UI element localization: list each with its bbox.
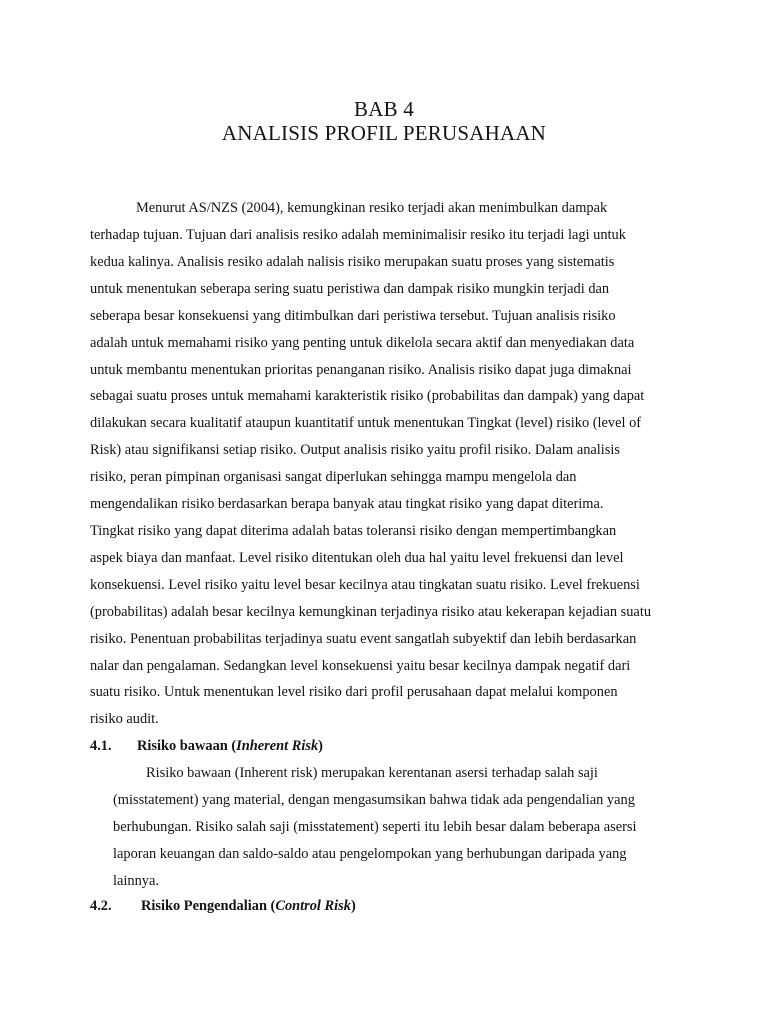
paragraph-line: Menurut AS/NZS (2004), kemungkinan resiko terjadi akan menimbulkan dampak — [136, 200, 608, 216]
paragraph-line: Risiko bawaan (Inherent risk) merupakan kerentanan asersi terhadap salah saji — [146, 765, 598, 781]
paragraph-line: Risk) atau signifikansi setiap risiko. Output analisis risiko yaitu profil risiko. Dalam analisis — [90, 442, 620, 458]
section-title: Risiko Pengendalian (Control Risk) — [141, 898, 356, 914]
paragraph-line: risiko. Penentuan probabilitas terjadinya suatu event sangatlah subyektif dan lebih berdasarkan — [90, 631, 637, 647]
paragraph-line: adalah untuk memahami risiko yang penting untuk dikelola secara aktif dan menyediakan data — [90, 335, 635, 351]
paragraph-line: risiko, peran pimpinan organisasi sangat diperlukan sehingga mampu mengelola dan — [90, 469, 577, 485]
paragraph-line: risiko audit. — [90, 711, 159, 727]
paragraph-line: seberapa besar konsekuensi yang ditimbulkan dari peristiwa tersebut. Tujuan analisis risiko — [90, 308, 616, 324]
paragraph-line: nalar dan pengalaman. Sedangkan level konsekuensi yaitu besar kecilnya dampak negatif dari — [90, 658, 631, 674]
paragraph-line: laporan keuangan dan saldo-saldo atau pengelompokan yang berhubungan daripada yang — [113, 846, 627, 862]
section-heading-4-1 — [90, 737, 323, 755]
paragraph-line: (probabilitas) adalah besar kecilnya kemungkinan terjadinya risiko atau kekerapan kejadian suatu — [90, 604, 652, 620]
paragraph-line: berhubungan. Risiko salah saji (misstatement) seperti itu lebih besar dalam beberapa asersi — [113, 819, 637, 835]
paragraph-line: konsekuensi. Level risiko yaitu level besar kecilnya atau tingkatan suatu risiko. Level frekuensi — [90, 577, 640, 593]
chapter-number: BAB 4 — [354, 97, 414, 121]
section-number: 4.1. — [90, 738, 112, 754]
paragraph-line: mengendalikan risiko berdasarkan berapa banyak atau tingkat risiko yang dapat diterima. — [90, 496, 604, 512]
paragraph-line: (misstatement) yang material, dengan mengasumsikan bahwa tidak ada pengendalian yang — [113, 792, 635, 808]
paragraph-line: Tingkat risiko yang dapat diterima adalah batas toleransi risiko dengan mempertimbangkan — [90, 523, 617, 539]
paragraph-line: aspek biaya dan manfaat. Level risiko ditentukan oleh dua hal yaitu level frekuensi dan level — [90, 550, 624, 566]
paragraph-line: suatu risiko. Untuk menentukan level risiko dari profil perusahaan dapat melalui komponen — [90, 684, 618, 700]
paragraph-line: untuk menentukan seberapa sering suatu peristiwa dan dampak risiko mungkin terjadi dan — [90, 281, 610, 297]
paragraph-line: untuk membantu menentukan prioritas penanganan risiko. Analisis risiko dapat juga dimaknai — [90, 362, 632, 378]
paragraph-line: terhadap tujuan. Tujuan dari analisis resiko adalah meminimalisir resiko itu terjadi lagi untuk — [90, 227, 626, 243]
paragraph-line: dilakukan secara kualitatif ataupun kuantitatif untuk menentukan Tingkat (level) risiko (level of — [90, 415, 642, 431]
paragraph-line: sebagai suatu proses untuk memahami karakteristik risiko (probabilitas dan dampak) yang dapat — [90, 388, 645, 404]
section-number: 4.2. — [90, 898, 112, 914]
paragraph-line: kedua kalinya. Analisis resiko adalah nalisis risiko merupakan suatu proses yang sistematis — [90, 254, 615, 270]
paragraph-line: lainnya. — [113, 873, 159, 889]
chapter-title: ANALISIS PROFIL PERUSAHAAN — [221, 121, 547, 145]
section-title: Risiko bawaan (Inherent Risk) — [137, 738, 323, 754]
section-heading-4-2 — [90, 897, 356, 915]
